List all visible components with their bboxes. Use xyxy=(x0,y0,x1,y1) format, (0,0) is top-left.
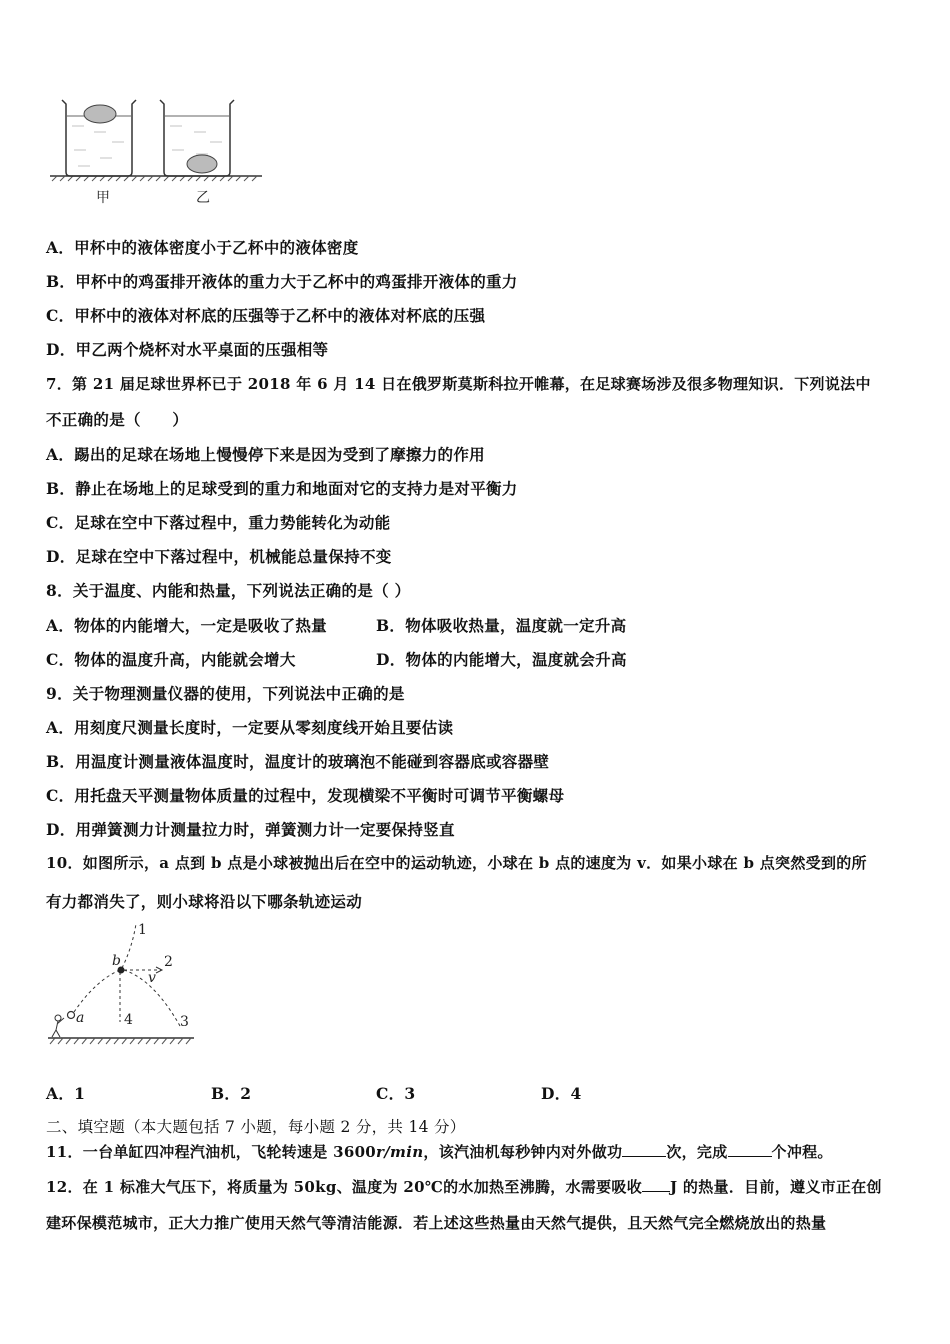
q7-stem-line2: 不正确的是（ ） xyxy=(46,410,189,429)
q11-blank-2[interactable] xyxy=(728,1142,772,1157)
q11-part2: ，该汽油机每秒钟内对外做功 xyxy=(423,1143,623,1161)
label-v: v xyxy=(148,970,156,986)
q12-line2: 建环保模范城市，正大力推广使用天然气等清洁能源．若上述这些热量由天然气提供，且天然气完全燃烧放出的热量 xyxy=(46,1214,827,1232)
section2-title: 二、填空题（本大题包括 7 小题，每小题 2 分，共 14 分） xyxy=(46,1118,466,1136)
label-path-3: 3 xyxy=(180,1014,189,1030)
q8-option-a: A．物体的内能增大，一定是吸收了热量 xyxy=(46,616,327,635)
q7-option-d: D．足球在空中下落过程中，机械能总量保持不变 xyxy=(46,547,392,566)
q6-option-c: C．甲杯中的液体对杯底的压强等于乙杯中的液体对杯底的压强 xyxy=(46,306,486,325)
q8-option-b: B．物体吸收热量，温度就一定升高 xyxy=(376,616,627,635)
q6-option-a: A．甲杯中的液体密度小于乙杯中的液体密度 xyxy=(46,238,359,257)
q8-stem: 8．关于温度、内能和热量，下列说法正确的是（ ） xyxy=(46,581,411,600)
q12-blank-1[interactable] xyxy=(642,1177,670,1192)
q6-option-d: D．甲乙两个烧杯对水平桌面的压强相等 xyxy=(46,340,329,359)
q9-option-c: C．用托盘天平测量物体质量的过程中，发现横梁不平衡时可调节平衡螺母 xyxy=(46,786,565,805)
q7-stem-line1: 7．第 21 届足球世界杯已于 2018 年 6 月 14 日在俄罗斯莫斯科拉开帷幕，在足球赛场涉及很多物理知识．下列说法中 xyxy=(46,375,871,393)
q11-blank-1[interactable] xyxy=(622,1142,666,1157)
q11-unit: r/min xyxy=(376,1143,424,1161)
q10-stem-line2: 有力都消失了，则小球将沿以下哪条轨迹运动 xyxy=(46,892,363,911)
q8-option-d: D．物体的内能增大，温度就会升高 xyxy=(376,650,627,669)
q8-option-c: C．物体的温度升高，内能就会增大 xyxy=(46,650,296,669)
label-path-2: 2 xyxy=(164,954,173,970)
q9-option-b: B．用温度计测量液体温度时，温度计的玻璃泡不能碰到容器底或容器壁 xyxy=(46,752,550,771)
beakers-figure xyxy=(44,92,274,210)
q7-option-c: C．足球在空中下落过程中，重力势能转化为动能 xyxy=(46,513,391,532)
q12-line1-a: 12．在 1 标准大气压下，将质量为 50kg、温度为 20℃的水加热至沸腾，水需要吸收 xyxy=(46,1178,643,1196)
q11-text xyxy=(46,1141,833,1162)
q11-part3: 次，完成 xyxy=(666,1143,728,1161)
q10-option-a: A．1 xyxy=(46,1084,86,1103)
q10-option-d: D．4 xyxy=(541,1084,582,1103)
label-path-4: 4 xyxy=(124,1012,133,1028)
beaker-label-left: 甲 xyxy=(96,190,110,206)
trajectory-figure xyxy=(44,918,204,1054)
label-path-1: 1 xyxy=(138,922,147,938)
q7-option-a: A．踢出的足球在场地上慢慢停下来是因为受到了摩擦力的作用 xyxy=(46,445,485,464)
beaker-label-right: 乙 xyxy=(196,190,210,206)
q7-option-b: B．静止在场地上的足球受到的重力和地面对它的支持力是对平衡力 xyxy=(46,479,518,498)
q11-part1: 11．一台单缸四冲程汽油机，飞轮转速是 3600 xyxy=(46,1143,377,1161)
q10-option-c: C．3 xyxy=(376,1084,416,1103)
q10-option-b: B．2 xyxy=(211,1084,252,1103)
q11-part4: 个冲程。 xyxy=(771,1143,833,1161)
q6-option-b: B．甲杯中的鸡蛋排开液体的重力大于乙杯中的鸡蛋排开液体的重力 xyxy=(46,272,518,291)
q12-line1-b: J 的热量．目前，遵义市正在创 xyxy=(670,1178,882,1196)
q9-stem: 9．关于物理测量仪器的使用，下列说法中正确的是 xyxy=(46,684,405,703)
q9-option-a: A．用刻度尺测量长度时，一定要从零刻度线开始且要估读 xyxy=(46,718,454,737)
q9-option-d: D．用弹簧测力计测量拉力时，弹簧测力计一定要保持竖直 xyxy=(46,820,455,839)
q12-line1 xyxy=(46,1176,882,1197)
label-b: b xyxy=(112,953,121,969)
q10-stem-line1: 10．如图所示，a 点到 b 点是小球被抛出后在空中的运动轨迹，小球在 b 点的速度为 v．如果小球在 b 点突然受到的所 xyxy=(46,854,867,872)
label-a: a xyxy=(76,1010,85,1026)
